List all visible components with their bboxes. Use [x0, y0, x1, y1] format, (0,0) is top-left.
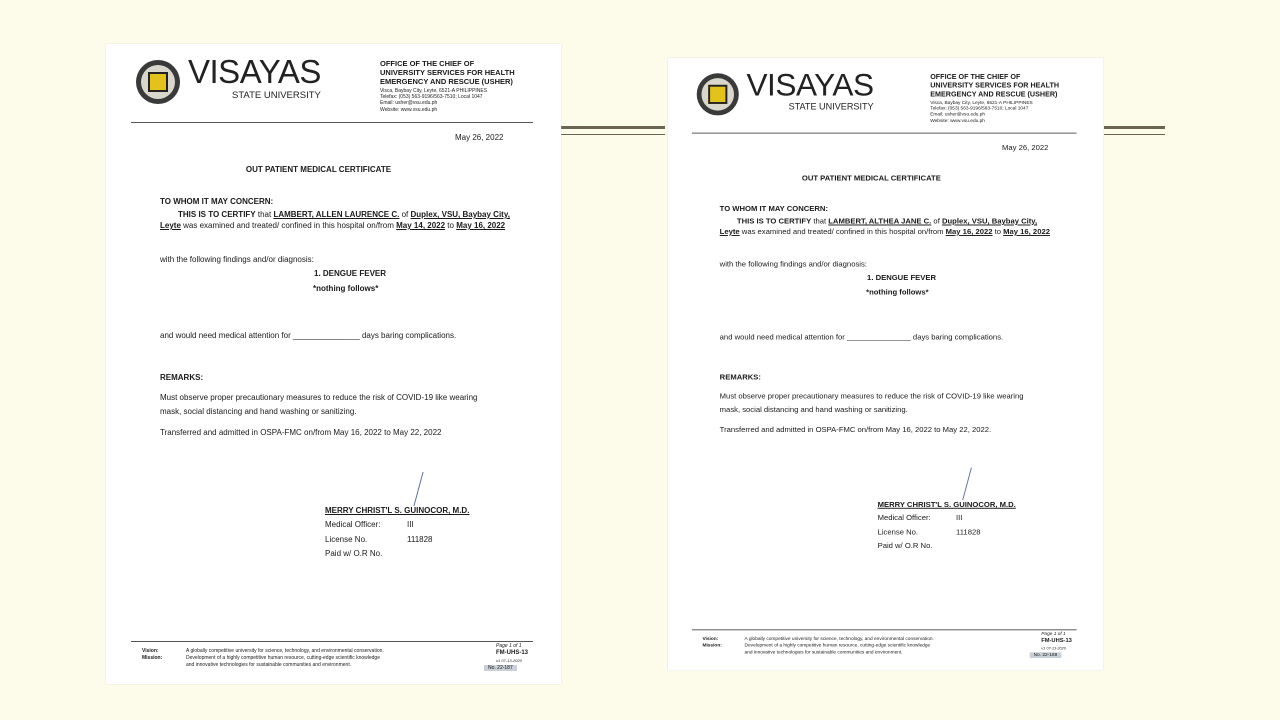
certificate-title: OUT PATIENT MEDICAL CERTIFICATE	[245, 165, 392, 174]
signatory-name: MERRY CHRIST'L S. GUINOCOR, M.D.	[325, 506, 470, 515]
vision-text: A globally competitive university for science, technology, and environmental conservation.	[186, 648, 384, 654]
form-code: FM-UHS-13	[496, 650, 529, 656]
remarks-text: Must observe proper precautionary measures to reduce the risk of COVID-19 like wearing	[160, 393, 478, 402]
remarks-label: REMARKS:	[719, 372, 761, 382]
header-rule	[692, 133, 1077, 134]
certificate-date: May 26, 2022	[1001, 143, 1049, 152]
remarks-text: Must observe proper precautionary measures to reduce the risk of COVID-19 like wearing	[719, 391, 1024, 401]
office-name	[930, 72, 1059, 98]
mission-text: and innovative technologies for sustainable communities and environment.	[744, 649, 903, 656]
payment-line: Paid w/ O.R No.	[877, 541, 933, 550]
license-label: License No.	[325, 535, 368, 544]
text: of	[399, 210, 411, 219]
text: that	[255, 210, 274, 219]
contact-info	[380, 88, 487, 113]
text: of	[931, 216, 942, 226]
page-number: Page 1 of 1	[1041, 631, 1066, 637]
vision-label: Vision:	[142, 648, 159, 654]
office-name	[380, 59, 515, 86]
patient-address: Duplex, VSU, Baybay City, Leyte	[160, 210, 510, 230]
diagnosis-item: 1. DENGUE FEVER	[314, 269, 387, 278]
mission-text: and innovative technologies for sustainable communities and environment.	[186, 662, 352, 668]
office-line: OFFICE OF THE CHIEF OF	[930, 72, 1021, 81]
signatory-name: MERRY CHRIST'L S. GUINOCOR, M.D.	[877, 500, 1016, 509]
certify-lead: THIS IS TO CERTIFY	[178, 210, 256, 219]
footer-rule	[131, 641, 533, 642]
text: to	[992, 227, 1004, 237]
office-line: EMERGENCY AND RESCUE (USHER)	[380, 77, 513, 86]
text: that	[811, 216, 829, 226]
medical-certificate-left	[106, 44, 561, 684]
page-number: Page 1 of 1	[496, 643, 522, 649]
officer-value: III	[407, 520, 414, 529]
office-website: Website: www.vsu.edu.ph	[380, 106, 438, 113]
medical-certificate-right	[668, 58, 1103, 670]
officer-label: Medical Officer:	[877, 513, 931, 523]
serial-stamp: No. 22-187	[484, 665, 517, 671]
salutation: TO WHOM IT MAY CONCERN:	[160, 197, 274, 206]
nothing-follows: *nothing follows*	[866, 287, 929, 297]
text: was examined and treated/ confined in this hospital on/from	[739, 227, 946, 237]
text: to	[445, 221, 457, 230]
date-to: May 16, 2022	[456, 221, 506, 230]
remarks-text: mask, social distancing and hand washing or sanitizing.	[160, 407, 357, 416]
attention-line: and would need medical attention for _______________ days baring complications.	[719, 332, 1004, 342]
date-from: May 14, 2022	[396, 221, 446, 230]
brand-name: VISAYAS	[746, 66, 874, 103]
certificate-date: May 26, 2022	[455, 133, 504, 142]
attention-line: and would need medical attention for _______________ days baring complications.	[160, 331, 457, 340]
certificate-title: OUT PATIENT MEDICAL CERTIFICATE	[801, 173, 941, 183]
form-code: FM-UHS-13	[1041, 637, 1072, 644]
form-version: v1 07-13-2020	[496, 658, 522, 663]
university-seal-logo	[697, 73, 739, 115]
transfer-note: Transferred and admitted in OSPA-FMC on/from May 16, 2022 to May 22, 2022	[160, 428, 442, 437]
license-value: 111828	[407, 535, 433, 544]
mission-label: Mission:	[702, 642, 722, 649]
date-to: May 16, 2022	[1003, 227, 1050, 237]
license-label: License No.	[877, 527, 919, 537]
transfer-note: Transferred and admitted in OSPA-FMC on/from May 16, 2022 to May 22, 2022.	[719, 425, 992, 435]
mission-text: Development of a highly competitive human resource, cutting-edge scientific knowledge	[186, 655, 380, 661]
vision-text: A globally competitive university for science, technology, and environmental conservation.	[744, 636, 934, 642]
office-address: Visca, Baybay City, Leyte, 6521-A PHILIPPINES	[930, 100, 1033, 106]
officer-value: III	[956, 513, 963, 523]
office-address: Visca, Baybay City, Leyte, 6521-A PHILIPPINES	[380, 88, 488, 94]
brand-name: VISAYAS	[188, 53, 321, 90]
decorative-rule	[561, 126, 665, 135]
officer-label: Medical Officer:	[325, 520, 381, 529]
salutation: TO WHOM IT MAY CONCERN:	[719, 204, 828, 214]
header-rule	[131, 122, 533, 123]
form-version: v1 07-13-2020	[1041, 645, 1066, 651]
signature-mark	[962, 468, 985, 501]
patient-name: LAMBERT, ALTHEA JANE C.	[828, 216, 932, 226]
date-from: May 16, 2022	[945, 227, 993, 237]
serial-stamp: No. 22-188	[1030, 652, 1061, 658]
certification-paragraph	[720, 216, 1055, 237]
certification-paragraph	[160, 209, 510, 231]
office-email: Email: usher@vsu.edu.ph	[930, 111, 986, 118]
office-line: EMERGENCY AND RESCUE (USHER)	[930, 89, 1058, 99]
certify-lead: THIS IS TO CERTIFY	[736, 216, 812, 226]
mission-label: Mission:	[142, 655, 163, 661]
patient-name: LAMBERT, ALLEN LAURENCE C.	[273, 210, 400, 219]
mission-text: Development of a highly competitive human resource, cutting-edge scientific knowledge	[744, 642, 931, 649]
text: was examined and treated/ confined in this hospital on/from	[180, 221, 397, 230]
office-telefax: Telefax: (053) 563-9196/563-7510; Local 1047	[930, 106, 1029, 112]
office-line: OFFICE OF THE CHIEF OF	[380, 59, 475, 68]
decorative-rule	[1104, 126, 1165, 135]
office-telefax: Telefax: (053) 563-9196/563-7510; Local 1047	[380, 94, 483, 101]
payment-line: Paid w/ O.R No.	[325, 549, 383, 558]
findings-intro: with the following findings and/or diagnosis:	[719, 259, 867, 269]
license-value: 111828	[956, 527, 981, 537]
vision-label: Vision:	[702, 636, 719, 642]
university-seal-logo	[136, 60, 180, 104]
footer-rule	[692, 629, 1077, 630]
findings-intro: with the following findings and/or diagnosis:	[160, 255, 314, 264]
office-website: Website: www.vsu.edu.ph	[930, 117, 985, 124]
office-email: Email: usher@vsu.edu.ph	[380, 100, 438, 107]
nothing-follows: *nothing follows*	[313, 284, 379, 293]
contact-info	[930, 100, 1032, 124]
brand-subtitle: STATE UNIVERSITY	[788, 102, 874, 113]
diagnosis-item: 1. DENGUE FEVER	[867, 273, 936, 282]
patient-address: Duplex, VSU, Baybay City, Leyte	[719, 216, 1038, 237]
signature-mark	[413, 472, 437, 506]
remarks-label: REMARKS:	[160, 373, 204, 382]
remarks-text: mask, social distancing and hand washing or sanitizing.	[719, 405, 908, 415]
office-line: UNIVERSITY SERVICES FOR HEALTH	[930, 80, 1060, 90]
brand-subtitle: STATE UNIVERSITY	[232, 90, 321, 101]
office-line: UNIVERSITY SERVICES FOR HEALTH	[380, 68, 515, 77]
